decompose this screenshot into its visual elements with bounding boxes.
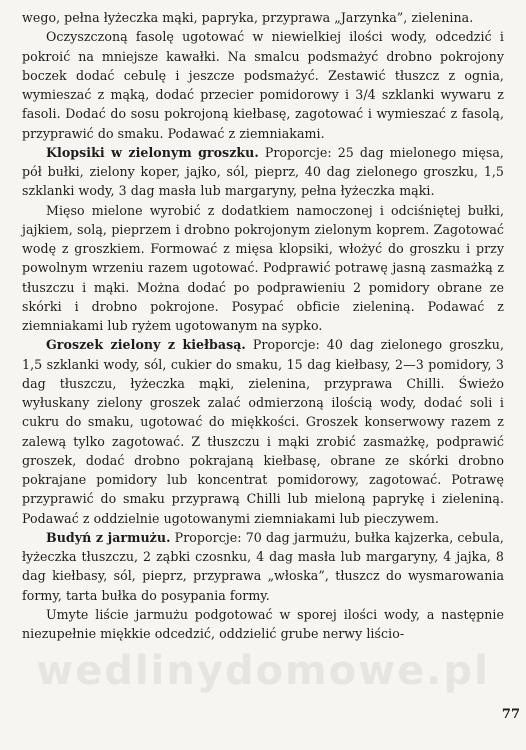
paragraph-text: Proporcje: 40 dag zielonego groszku, 1,5 szklanki wody, sól, cukier do smaku, 15 dag kiełbasy, 2—3 pomidory, 3 dag tłuszczu, łyżeczka mąki, zielenina, przyprawa Chilli. Świeżo wyłuskany zielony groszek zalać odmierzoną ilością wody, dodać soli i cukru do smaku, ugotować do miękkości. Groszek konserwowy razem z zalewą tylko zagotować. Z tłuszczu i mąki zrobić zasmażkę, podprawić groszek, dodać drobno pokrajaną kiełbasę, obrane ze skórki drobno pokrajane pomidory lub koncentrat pomidorowy, zagotować. Potrawę przyprawić do smaku przyprawą Chilli lub mieloną paprykę i zieleniną. Podawać z oddzielnie ugotowanymi ziemniakami lub pieczywem. <box>22 337 505 526</box>
paragraph <box>22 605 504 644</box>
paragraph <box>22 8 504 27</box>
recipe-paragraph <box>22 143 504 201</box>
recipe-heading: Budyń z jarmużu. <box>46 529 171 545</box>
recipe-paragraph <box>22 528 504 605</box>
recipe-heading: Klopsiki w zielonym groszku. <box>46 144 259 160</box>
paragraph <box>22 201 504 336</box>
watermark: wedlinydomowe.pl <box>36 648 490 694</box>
page-number: 77 <box>501 707 520 722</box>
recipe-heading: Groszek zielony z kiełbasą. <box>46 337 246 353</box>
paragraph-text: Proporcje: 25 dag mielonego mięsa, pół bułki, zielony koper, jajko, sól, pieprz, 40 dag zielonego groszku, 1,5 szklanki wody, 3 dag masła lub margaryny, pełna łyżeczka mąki. <box>22 144 504 199</box>
paragraph-text: wego, pełna łyżeczka mąki, papryka, przyprawa „Jarzynka”, zielenina. <box>22 10 474 25</box>
paragraph <box>22 27 504 143</box>
book-page <box>22 8 504 742</box>
paragraph-text: Proporcje: 70 dag jarmużu, bułka kajzerka, cebula, łyżeczka tłuszczu, 2 ząbki czosnku, 4 dag masła lub margaryny, 4 jajka, 8 dag kiełbasy, sól, pieprz, przyprawa „włoska”, tłuszcz do wysmarowania formy, tarta bułka do posypania formy. <box>22 529 504 603</box>
recipe-paragraph <box>22 335 504 528</box>
paragraph-text: Umyte liście jarmużu podgotować w sporej ilości wody, a następnie niezupełnie miękkie odcedzić, oddzielić grube nerwy liścio- <box>22 606 504 641</box>
paragraph-text: Mięso mielone wyrobić z dodatkiem namoczonej i odciśniętej bułki, jajkiem, solą, pieprzem i drobno pokrojonym zielonym koprem. Zagotować wodę z groszkiem. Formować z mięsa klopsiki, włożyć do groszku i przy powolnym wrzeniu razem ugotować. Podprawić potrawę jasną zasmażką z tłuszczu i mąki. Można dodać po podprawieniu 2 pomidory obrane ze skórki i drobno pokrojone. Posypać obficie zieleniną. Podawać z ziemniakami lub ryżem ugotowanym na sypko. <box>22 202 504 333</box>
recipe-text <box>22 8 504 643</box>
paragraph-text: Oczyszczoną fasolę ugotować w niewielkiej ilości wody, odcedzić i pokroić na mniejsze kawałki. Na smalcu podsmażyć drobno pokrojony boczek dodać cebulę i jeszcze podsmażyć. Zestawić tłuszcz z ognia, wymieszać z mąką, dodać przecier pomidorowy i 3/4 szklanki wywaru z fasoli. Dodać do sosu pokrojoną kiełbasę, zagotować i wymieszać z fasolą, przyprawić do smaku. Podawać z ziemniakami. <box>22 29 504 141</box>
